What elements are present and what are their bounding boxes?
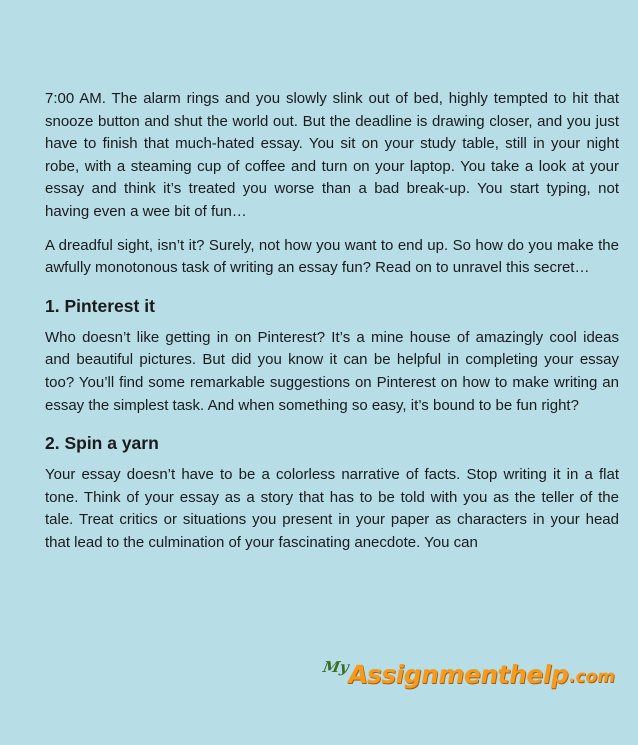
intro-paragraph: A dreadful sight, isn’t it? Surely, not how you want to end up. So how do you make the awfully monotonous task of writing an essay fun? Read on to unravel this secret…	[45, 236, 619, 277]
section-heading-pinterest: 1. Pinterest it	[45, 295, 155, 316]
section-heading-spin-a-yarn: 2. Spin a yarn	[45, 433, 159, 454]
section-paragraph-pinterest: Who doesn’t like getting in on Pinterest? It’s a mine house of amazingly cool ideas and beautiful pictures. But did you know it can be helpful in completing your essay too? You’ll find some remarkable suggestions on Pinterest on how to make writing an essay the simplest task. And when something so easy, it’s bound to be fun right?	[45, 328, 619, 414]
myassignmenthelp-logo	[320, 658, 619, 690]
logo-suffix: .com	[567, 667, 618, 687]
document-body	[45, 88, 619, 566]
intro-paragraph: 7:00 AM. The alarm rings and you slowly slink out of bed, highly tempted to hit that snooze button and shut the world out. But the deadline is drawing closer, and you just have to finish that much-hated essay. You sit on your study table, still in your night robe, with a steaming cup of coffee and turn on your laptop. You take a look at your essay and think it’s treated you worse than a bad break-up. You start typing, not having even a wee bit of fun…	[45, 90, 619, 220]
logo-main-text: Assignmenthelp	[346, 660, 572, 689]
logo-prefix: My	[322, 658, 351, 676]
section-paragraph-spin-a-yarn: Your essay doesn’t have to be a colorless narrative of facts. Stop writing it in a flat tone. Think of your essay as a story that has to be told with you as the teller of the tale. Treat critics or situations you present in your paper as characters in your head that lead to the culmination of your fascinating anecdote. You can	[45, 466, 619, 551]
